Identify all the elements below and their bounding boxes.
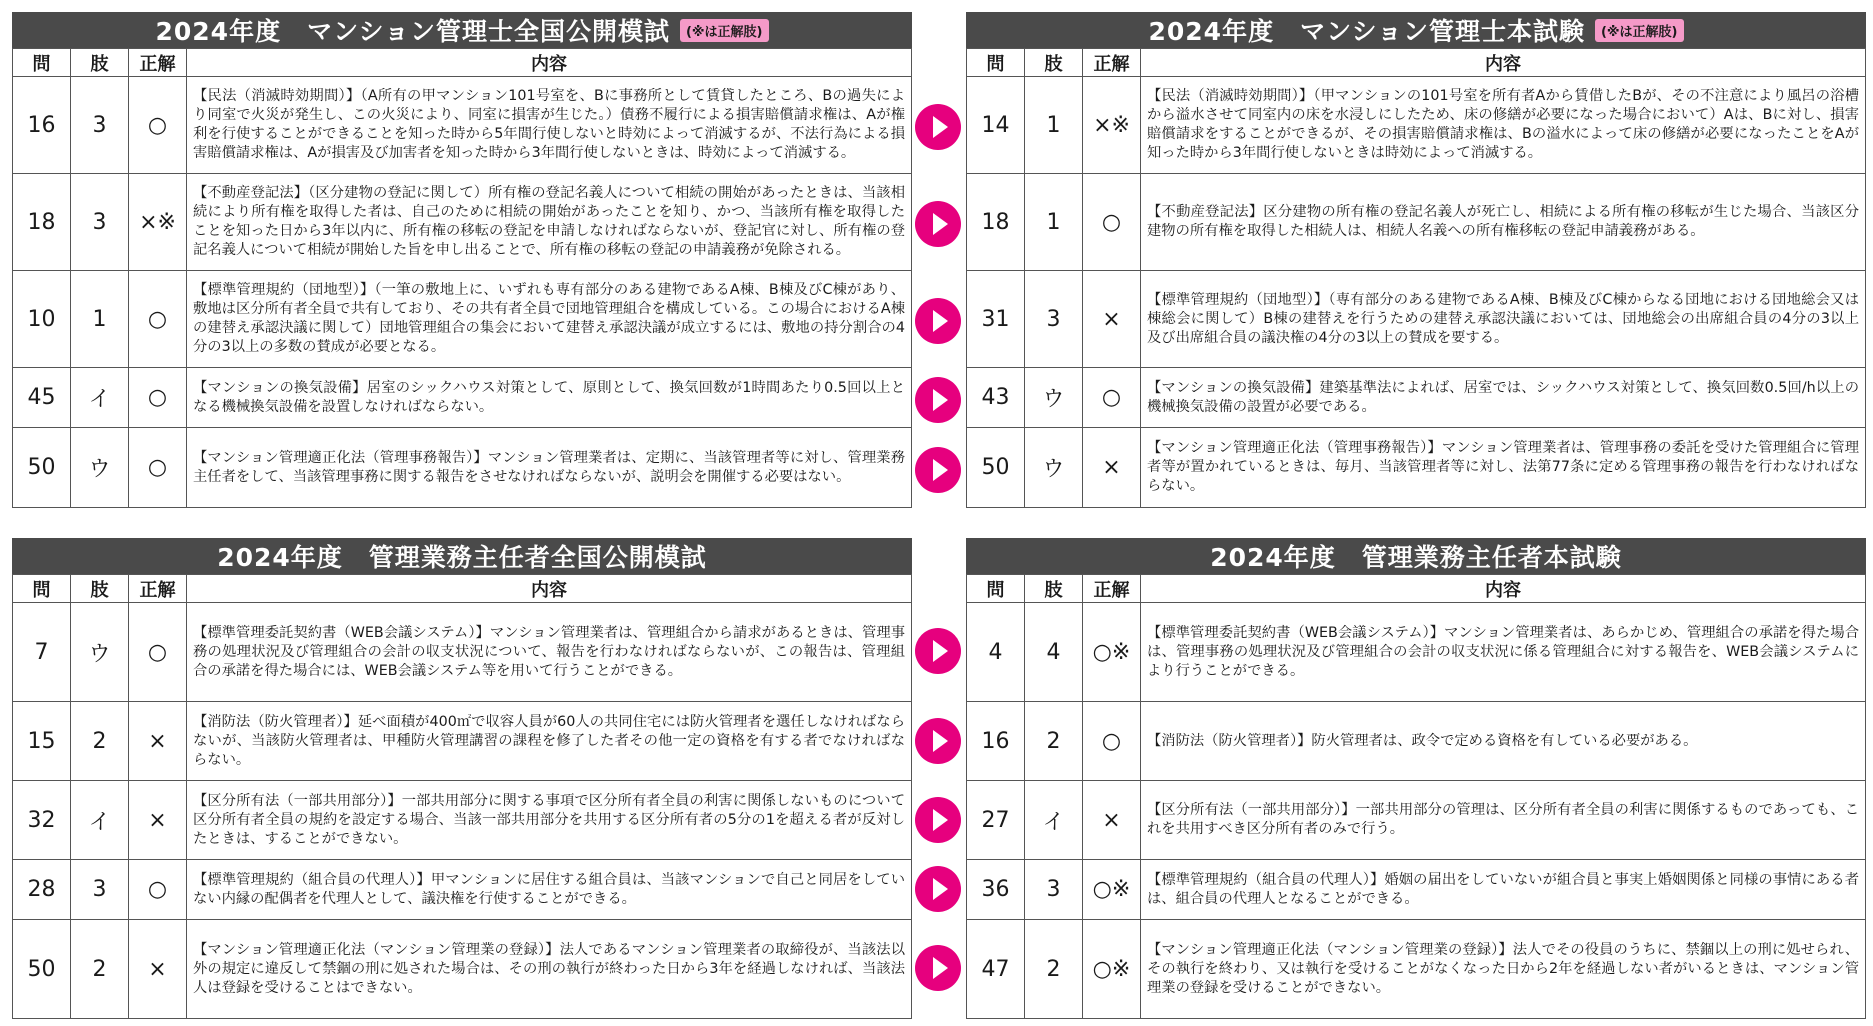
question-content: 【マンションの換気設備】建築基準法によれば、居室では、シックハウス対策として、換気回数0.5回/h以上の機械換気設備の設置が必要である。 <box>1141 368 1866 428</box>
table-row <box>967 860 1866 920</box>
header-answer: 正解 <box>129 575 187 603</box>
panel-title-bar <box>12 538 912 574</box>
table-row <box>967 702 1866 781</box>
header-answer: 正解 <box>1083 575 1141 603</box>
question-content: 【標準管理規約（組合員の代理人）】甲マンションに居住する組合員は、当該マンションで自己と同居をしていない内縁の配偶者を代理人として、議決権を行使することができる。 <box>187 860 912 920</box>
header-question: 問 <box>13 49 71 77</box>
top-left-panel <box>12 12 912 508</box>
question-number: 50 <box>13 920 71 1019</box>
question-content: 【標準管理規約（組合員の代理人）】婚姻の届出をしていないが組合員と事実上婚姻関係と同様の事情にある者は、組合員の代理人となることができる。 <box>1141 860 1866 920</box>
header-choice: 肢 <box>1025 575 1083 603</box>
question-content: 【標準管理委託契約書（WEB会議システム）】マンション管理業者は、あらかじめ、管理組合の承諾を得た場合は、管理事務の処理状況及び管理組合の会計の収支状況に係る管理組合に対する報告を、WEB会議システムにより行うことができる。 <box>1141 603 1866 702</box>
panel-title: 2024年度 管理業務主任者全国公開模試 <box>217 543 707 572</box>
correct-answer: × <box>1083 781 1141 860</box>
question-content: 【マンション管理適正化法（管理事務報告）】マンション管理業者は、管理事務の委託を受けた管理組合に管理者等が置かれているときは、毎月、当該管理者等に対し、法第77条に定める管理事務の報告を行わなければならない。 <box>1141 428 1866 508</box>
table-row <box>13 603 912 702</box>
table-header-row <box>13 49 912 77</box>
header-choice: 肢 <box>71 49 129 77</box>
correct-answer: ○ <box>1083 368 1141 428</box>
correct-answer: ○ <box>129 428 187 508</box>
panel-title-bar <box>966 538 1866 574</box>
question-number: 45 <box>13 368 71 428</box>
play-arrow-icon <box>915 104 961 150</box>
header-content: 内容 <box>187 49 912 77</box>
question-number: 32 <box>13 781 71 860</box>
question-content: 【マンション管理適正化法（管理事務報告）】マンション管理業者は、定期に、当該管理者等に対し、管理業務主任者をして、当該管理事務に関する報告をさせなければならないが、説明会を開催する必要はない。 <box>187 428 912 508</box>
question-table <box>966 574 1866 1019</box>
table-row <box>13 702 912 781</box>
table-header-row <box>967 49 1866 77</box>
header-content: 内容 <box>1141 575 1866 603</box>
correct-answer: ○※ <box>1083 920 1141 1019</box>
table-row <box>13 920 912 1019</box>
table-header-row <box>13 575 912 603</box>
question-content: 【標準管理委託契約書（WEB会議システム）】マンション管理業者は、管理組合から請求があるときは、管理事務の処理状況及び管理組合の会計の収支状況について、報告を行わなければならないが、この報告は、管理組合の承諾を得た場合には、WEB会議システム等を用いて行うことができる。 <box>187 603 912 702</box>
choice-number: イ <box>71 781 129 860</box>
bottom-right-panel <box>966 538 1866 1019</box>
question-content: 【民法（消滅時効期間）】（A所有の甲マンション101号室を、Bに事務所として賃貸したところ、Bの過失により同室で火災が発生し、この火災により、同室に損害が生じた。）債務不履行による損害賠償請求権は、Aが権利を行使することができることを知った時から5年間行使しないと時効によって消滅するが、不法行為による損害賠償請求権は、Aが損害及び加害者を知った時から3年間行使しないときは、時効によって消滅する。 <box>187 77 912 174</box>
choice-number: 3 <box>1025 271 1083 368</box>
table-row <box>967 77 1866 174</box>
choice-number: 2 <box>71 702 129 781</box>
choice-number: 3 <box>71 860 129 920</box>
table-header-row <box>967 575 1866 603</box>
correct-answer: ×※ <box>1083 77 1141 174</box>
play-arrow-icon <box>915 447 961 493</box>
question-content: 【不動産登記法】区分建物の所有権の登記名義人が死亡し、相続による所有権の移転が生じた場合、当該区分建物の所有権を取得した相続人は、相続人名義への所有権移転の登記申請義務がある。 <box>1141 174 1866 271</box>
choice-number: 1 <box>1025 174 1083 271</box>
question-number: 16 <box>967 702 1025 781</box>
top-right-panel <box>966 12 1866 508</box>
question-table <box>12 574 912 1019</box>
choice-number: イ <box>1025 781 1083 860</box>
choice-number: 2 <box>1025 702 1083 781</box>
question-content: 【不動産登記法】（区分建物の登記に関して）所有権の登記名義人について相続の開始があったときは、当該相続により所有権を取得した者は、自己のために相続の開始があったことを知り、かつ、当該所有権を取得したことを知った日から3年以内に、所有権の移転の登記を申請しなければならないが、登記官に対し、所有権の登記名義人について相続が開始した旨を申し出ることで、所有権の移転の登記の申請義務が免除される。 <box>187 174 912 271</box>
question-number: 50 <box>967 428 1025 508</box>
correct-answer: ○ <box>1083 702 1141 781</box>
question-content: 【マンション管理適正化法（マンション管理業の登録）】法人でその役員のうちに、禁錮以上の刑に処せられ、その執行を終わり、又は執行を受けることがなくなった日から2年を経過しない者がいるときは、マンション管理業の登録を受けることができない。 <box>1141 920 1866 1019</box>
bottom-left-panel <box>12 538 912 1019</box>
choice-number: ウ <box>1025 428 1083 508</box>
question-number: 43 <box>967 368 1025 428</box>
question-content: 【標準管理規約（団地型）】（専有部分のある建物であるA棟、B棟及びC棟からなる団地における団地総会又は棟総会に関して）B棟の建替えを行うための建替え承認決議においては、団地総会の出席組合員の4分の3以上及び出席組合員の議決権の4分の3以上の賛成を要する。 <box>1141 271 1866 368</box>
question-number: 36 <box>967 860 1025 920</box>
question-content: 【標準管理規約（団地型）】（一筆の敷地上に、いずれも専有部分のある建物であるA棟、B棟及びC棟があり、敷地は区分所有者全員で共有しており、その共有者全員で団地管理組合を構成している。この場合におけるA棟の建替え承認決議に関して）団地管理組合の集会において建替え承認決議が成立するには、敷地の持分割合の4分の3以上の多数の賛成が必要となる。 <box>187 271 912 368</box>
correct-answer: ○ <box>129 368 187 428</box>
choice-number: 2 <box>1025 920 1083 1019</box>
question-number: 18 <box>13 174 71 271</box>
question-content: 【区分所有法（一部共用部分）】一部共用部分に関する事項で区分所有者全員の利害に関係しないものについて区分所有者全員の規約を設定する場合、当該一部共用部分を共用する区分所有者の5分の1を超える者が反対したときは、することができない。 <box>187 781 912 860</box>
correct-answer: × <box>129 920 187 1019</box>
table-row <box>13 77 912 174</box>
table-row <box>13 174 912 271</box>
panel-title-bar <box>12 12 912 48</box>
play-arrow-icon <box>915 377 961 423</box>
panel-title: 2024年度 マンション管理士本試験 <box>1148 17 1585 46</box>
header-content: 内容 <box>1141 49 1866 77</box>
table-row <box>13 271 912 368</box>
table-row <box>967 603 1866 702</box>
correct-answer: ○※ <box>1083 860 1141 920</box>
question-number: 31 <box>967 271 1025 368</box>
choice-number: 3 <box>71 77 129 174</box>
table-row <box>13 860 912 920</box>
header-content: 内容 <box>187 575 912 603</box>
question-number: 10 <box>13 271 71 368</box>
header-choice: 肢 <box>1025 49 1083 77</box>
correct-answer: ○ <box>129 77 187 174</box>
question-number: 28 <box>13 860 71 920</box>
question-table <box>966 48 1866 508</box>
correct-answer: ○ <box>129 603 187 702</box>
correct-answer: ○ <box>129 860 187 920</box>
choice-number: 3 <box>71 174 129 271</box>
question-content: 【区分所有法（一部共用部分）】一部共用部分の管理は、区分所有者全員の利害に関係するものであっても、これを共用すべき区分所有者のみで行う。 <box>1141 781 1866 860</box>
question-number: 16 <box>13 77 71 174</box>
question-number: 50 <box>13 428 71 508</box>
play-arrow-icon <box>915 201 961 247</box>
answer-note-badge: (※は正解肢) <box>1595 19 1684 42</box>
choice-number: ウ <box>71 603 129 702</box>
correct-answer: ○ <box>129 271 187 368</box>
header-answer: 正解 <box>129 49 187 77</box>
question-number: 14 <box>967 77 1025 174</box>
panel-title: 2024年度 管理業務主任者本試験 <box>1210 543 1622 572</box>
table-row <box>967 428 1866 508</box>
header-question: 問 <box>967 49 1025 77</box>
panel-title-bar <box>966 12 1866 48</box>
correct-answer: ×※ <box>129 174 187 271</box>
question-content: 【マンションの換気設備】居室のシックハウス対策として、原則として、換気回数が1時間あたり0.5回以上となる機械換気設備を設置しなければならない。 <box>187 368 912 428</box>
header-answer: 正解 <box>1083 49 1141 77</box>
header-choice: 肢 <box>71 575 129 603</box>
question-content: 【マンション管理適正化法（マンション管理業の登録）】法人であるマンション管理業者の取締役が、当該法以外の規定に違反して禁錮の刑に処された場合は、その刑の執行が終わった日から3年を経過しなければ、当該法人は登録を受けることはできない。 <box>187 920 912 1019</box>
choice-number: 1 <box>1025 77 1083 174</box>
question-content: 【消防法（防火管理者）】延べ面積が400㎡で収容人員が60人の共同住宅には防火管理者を選任しなければならないが、当該防火管理者は、甲種防火管理講習の課程を修了した者その他一定の資格を有する者でなければならない。 <box>187 702 912 781</box>
choice-number: ウ <box>1025 368 1083 428</box>
question-number: 7 <box>13 603 71 702</box>
panel-title: 2024年度 マンション管理士全国公開模試 <box>155 17 670 46</box>
correct-answer: × <box>129 781 187 860</box>
table-row <box>967 271 1866 368</box>
play-arrow-icon <box>915 298 961 344</box>
correct-answer: ○※ <box>1083 603 1141 702</box>
correct-answer: × <box>1083 271 1141 368</box>
choice-number: イ <box>71 368 129 428</box>
correct-answer: ○ <box>1083 174 1141 271</box>
header-question: 問 <box>13 575 71 603</box>
question-number: 47 <box>967 920 1025 1019</box>
choice-number: 3 <box>1025 860 1083 920</box>
answer-note-badge: (※は正解肢) <box>680 19 769 42</box>
choice-number: 2 <box>71 920 129 1019</box>
choice-number: 4 <box>1025 603 1083 702</box>
play-arrow-icon <box>915 797 961 843</box>
table-row <box>13 781 912 860</box>
table-row <box>13 428 912 508</box>
play-arrow-icon <box>915 945 961 991</box>
table-row <box>967 920 1866 1019</box>
play-arrow-icon <box>915 718 961 764</box>
table-row <box>967 368 1866 428</box>
question-number: 15 <box>13 702 71 781</box>
question-number: 4 <box>967 603 1025 702</box>
correct-answer: × <box>1083 428 1141 508</box>
header-question: 問 <box>967 575 1025 603</box>
choice-number: ウ <box>71 428 129 508</box>
correct-answer: × <box>129 702 187 781</box>
question-table <box>12 48 912 508</box>
question-number: 27 <box>967 781 1025 860</box>
table-row <box>13 368 912 428</box>
table-row <box>967 781 1866 860</box>
question-content: 【消防法（防火管理者）】防火管理者は、政令で定める資格を有している必要がある。 <box>1141 702 1866 781</box>
play-arrow-icon <box>915 866 961 912</box>
table-row <box>967 174 1866 271</box>
question-content: 【民法（消滅時効期間）】（甲マンションの101号室を所有者Aから賃借したBが、その不注意により風呂の浴槽から溢水させて同室内の床を水浸しにしたため、床の修繕が必要になった場合において）Aは、Bに対し、損害賠償請求をすることができるが、その損害賠償請求権は、Bの溢水によって床の修繕が必要になったことをAが知った時から3年間行使しないときは時効によって消滅する。 <box>1141 77 1866 174</box>
play-arrow-icon <box>915 628 961 674</box>
choice-number: 1 <box>71 271 129 368</box>
question-number: 18 <box>967 174 1025 271</box>
